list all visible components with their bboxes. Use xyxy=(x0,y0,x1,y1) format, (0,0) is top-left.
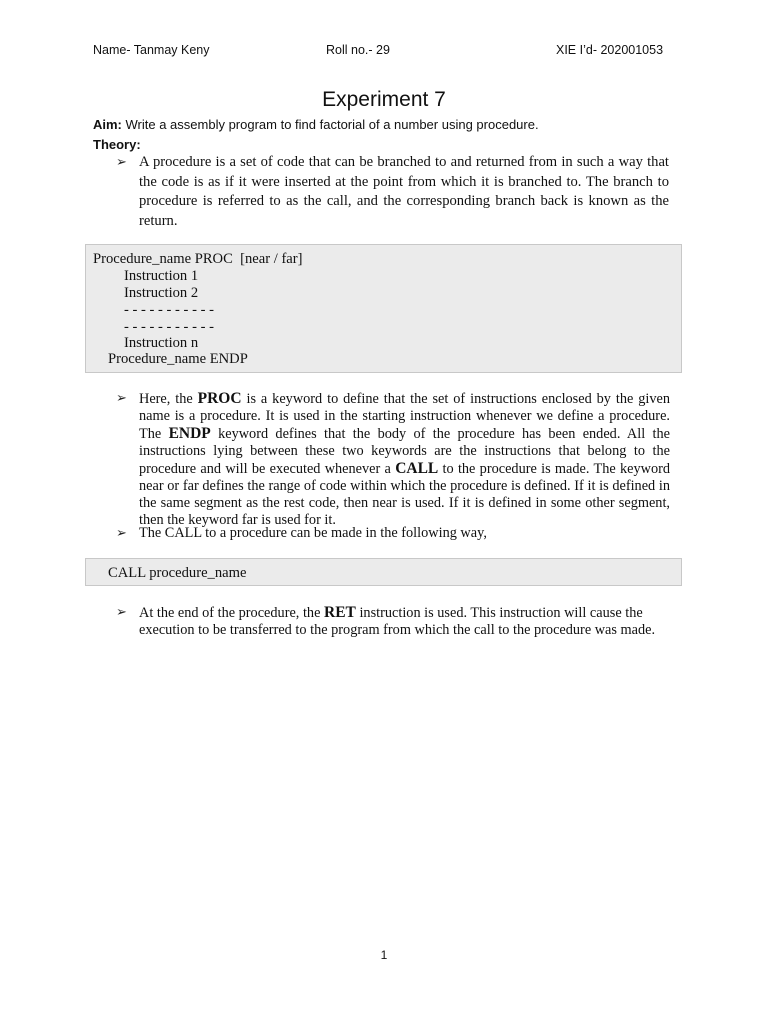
header-roll-number: Roll no.- 29 xyxy=(326,43,390,57)
aim-line xyxy=(93,117,539,132)
proc-endp-explanation-paragraph xyxy=(139,390,670,529)
page-number: 1 xyxy=(380,948,388,962)
text-run: keyword defines that the body of the procedure has been ended. All the instructions lying between these two keywords are the instructions that belong to the procedure and will be executed whenever a xyxy=(139,426,670,477)
header-student-id: XIE I’d- 202001053 xyxy=(556,43,664,57)
code-line: Procedure_name PROC [near / far] xyxy=(93,251,303,267)
bullet-arrow-icon: ➢ xyxy=(116,604,127,619)
code-line: Instruction n xyxy=(124,335,199,351)
call-syntax-code-block xyxy=(85,558,682,586)
text-run: instruction is used. This instruction will cause the execution to be transferred to the program from which the call to the procedure was made. xyxy=(139,605,656,638)
text-run: is a keyword to define that the set of instructions enclosed by the given name is a procedure. It is used in the starting instruction whenever we define a procedure. The xyxy=(139,391,670,442)
theory-label: Theory: xyxy=(93,137,141,152)
text-run: to the procedure is made. The keyword near or far defines the range of code within which the procedure is defined. If it is defined in the same segment as the rest code, then near is used. If it is defined in some other segment, then the keyword far is used for it. xyxy=(139,461,671,528)
code-line: Instruction 1 xyxy=(124,268,199,284)
code-line: - - - - - - - - - - - xyxy=(124,302,214,318)
aim-label: Aim: xyxy=(93,117,122,132)
procedure-syntax-code-block xyxy=(85,244,682,373)
page-title: Experiment 7 xyxy=(322,88,446,111)
text-run: At the end of the procedure, the xyxy=(139,605,324,621)
keyword-endp: ENDP xyxy=(168,425,211,442)
keyword-proc: PROC xyxy=(197,390,242,407)
header-student-name: Name- Tanmay Keny xyxy=(93,43,210,57)
code-line: Instruction 2 xyxy=(124,285,199,301)
call-intro-paragraph: The CALL to a procedure can be made in the following way, xyxy=(139,525,487,541)
text-run: Here, the xyxy=(139,391,198,407)
code-line: CALL procedure_name xyxy=(108,565,247,581)
bullet-arrow-icon: ➢ xyxy=(116,154,127,169)
code-line: - - - - - - - - - - - xyxy=(124,319,214,335)
bullet-arrow-icon: ➢ xyxy=(116,525,127,540)
bullet-arrow-icon: ➢ xyxy=(116,390,127,405)
keyword-ret: RET xyxy=(324,604,356,621)
keyword-call: CALL xyxy=(395,460,439,477)
aim-text: Write a assembly program to find factorial of a number using procedure. xyxy=(121,117,539,132)
procedure-definition-paragraph: A procedure is a set of code that can be branched to and returned from in such a way that the code is as if it were inserted at the point from which it is branched to. The branch to procedure is referred to as the call, and the corresponding branch back is known as the return. xyxy=(139,154,669,229)
ret-explanation-paragraph xyxy=(139,604,659,639)
code-line: Procedure_name ENDP xyxy=(108,351,248,367)
